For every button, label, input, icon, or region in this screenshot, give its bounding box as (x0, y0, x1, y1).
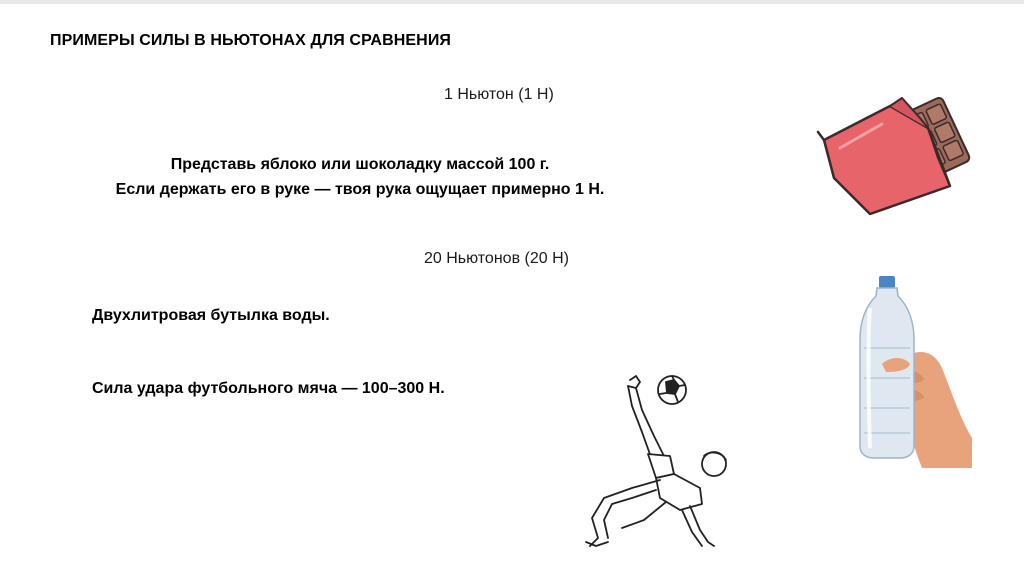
bottle-example-text: Двухлитровая бутылка воды. (92, 307, 330, 324)
football-player-image (582, 370, 742, 555)
chocolate-bar-image (810, 88, 980, 218)
apple-example-line-1: Представь яблоко или шоколадку массой 100 г. (170, 156, 550, 173)
apple-example-line-2: Если держать его в руке — твоя рука ощущает примерно 1 Н. (115, 181, 605, 198)
one-newton-label: 1 Ньютон (1 Н) (444, 86, 554, 103)
twenty-newton-label: 20 Ньютонов (20 Н) (424, 250, 569, 267)
apple-example-text (60, 152, 660, 202)
top-divider (0, 0, 1024, 4)
ball-example-text: Сила удара футбольного мяча — 100–300 Н. (92, 380, 445, 397)
slide-title: ПРИМЕРЫ СИЛЫ В НЬЮТОНАХ ДЛЯ СРАВНЕНИЯ (50, 32, 452, 49)
water-bottle-image (838, 268, 978, 468)
